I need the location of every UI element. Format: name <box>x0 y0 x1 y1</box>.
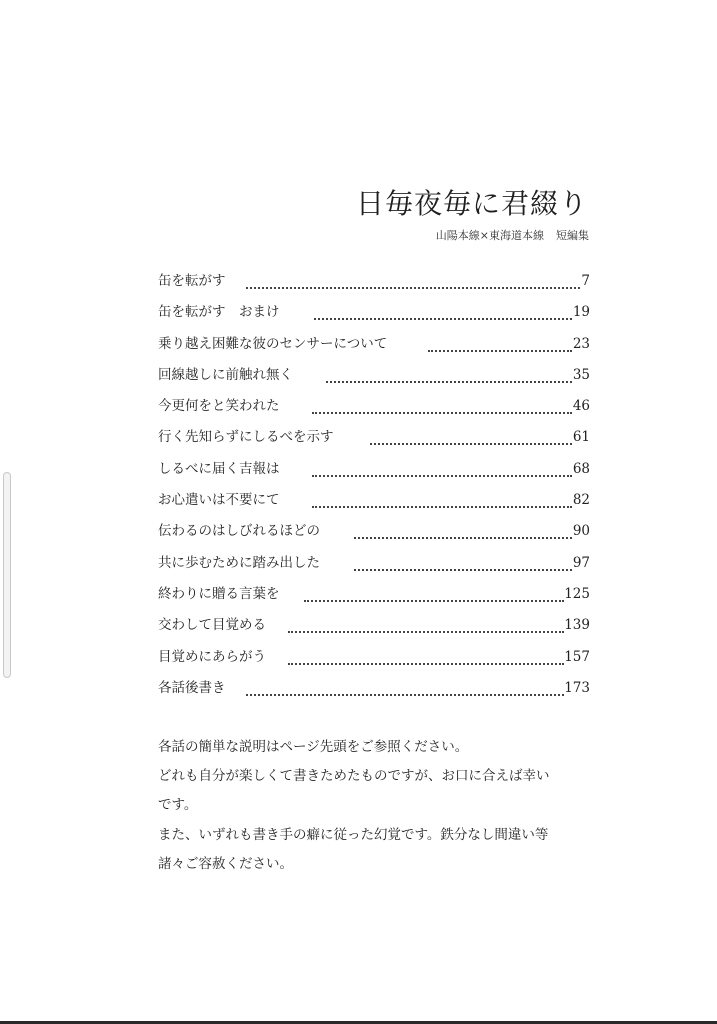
toc-row[interactable] <box>158 579 590 610</box>
toc-page-number: 61 <box>572 429 590 446</box>
toc-entry-title: 回線越しに前触れ無く <box>158 366 293 383</box>
toc-entry-title: 交わして目覚める <box>158 617 266 634</box>
toc-row[interactable] <box>158 610 590 641</box>
toc-page-number: 23 <box>572 335 590 352</box>
toc-page-number: 97 <box>572 554 590 571</box>
toc-page-number: 7 <box>581 273 590 289</box>
notes-line: また、いずれも書き手の癖に従った幻覚です。鉄分なし間違い等 <box>158 826 549 843</box>
subtitle-tail: 短編集 <box>556 229 589 242</box>
toc-leader-dots <box>246 287 580 289</box>
notes-line: です。 <box>158 797 198 814</box>
toc-entry-title: 今更何をと笑われた <box>158 398 280 415</box>
toc-leader-dots <box>312 506 572 508</box>
toc-row[interactable] <box>158 360 590 391</box>
toc-entry-title: 終わりに贈る言葉を <box>158 585 280 602</box>
toc-row[interactable] <box>158 485 590 516</box>
toc-row[interactable] <box>158 516 590 547</box>
toc-leader-dots <box>246 694 564 696</box>
toc-leader-dots <box>304 600 564 602</box>
scrollbar-handle[interactable] <box>3 472 11 678</box>
toc-leader-dots <box>312 412 572 414</box>
toc-page-number: 139 <box>564 617 590 634</box>
toc-page-number: 82 <box>572 492 590 509</box>
toc-row[interactable] <box>158 673 590 704</box>
toc-leader-dots <box>288 631 564 633</box>
toc-leader-dots <box>354 569 572 571</box>
toc-row[interactable] <box>158 266 590 297</box>
toc-row[interactable] <box>158 297 590 328</box>
toc-page-number: 19 <box>572 304 590 321</box>
toc-page-number: 35 <box>572 366 590 383</box>
toc-page-number: 68 <box>572 460 590 477</box>
toc-entry-title: 行く先知らずにしるべを示す <box>158 429 334 446</box>
book-title: 日毎夜毎に君綴り <box>355 187 588 220</box>
toc-entry-title: 乗り越え困難な彼のセンサーについて <box>158 335 388 352</box>
toc-entry-title: お心遣いは不要にて <box>158 492 280 509</box>
foreword-notes <box>158 733 598 879</box>
toc-row[interactable] <box>158 422 590 453</box>
notes-line: 各話の簡単な説明はページ先頭をご参照ください。 <box>158 739 469 755</box>
notes-line: どれも自分が楽しくて書きためたものですが、お口に合えば幸い <box>158 768 550 785</box>
toc-row[interactable] <box>158 391 590 422</box>
toc-page-number: 46 <box>572 398 590 415</box>
toc-leader-dots <box>326 381 572 383</box>
toc-entry-title: 共に歩むために踏み出した <box>158 554 320 571</box>
toc-page-number: 157 <box>564 648 590 665</box>
toc-row[interactable] <box>158 329 590 360</box>
table-of-contents <box>158 266 590 704</box>
toc-entry-title: 目覚めにあらがう <box>158 648 266 665</box>
toc-entry-title: しるべに届く吉報は <box>158 460 280 477</box>
toc-row[interactable] <box>158 454 590 485</box>
toc-page-number: 173 <box>564 679 590 696</box>
toc-row[interactable] <box>158 642 590 673</box>
book-subtitle <box>436 227 589 243</box>
toc-leader-dots <box>312 475 572 477</box>
notes-line: 諸々ご容赦ください。 <box>158 855 293 872</box>
toc-entry-title: 各話後書き <box>158 679 226 696</box>
toc-leader-dots <box>428 350 572 352</box>
toc-page-number: 90 <box>572 523 590 540</box>
toc-entry-title: 缶を転がす おまけ <box>158 304 280 321</box>
toc-leader-dots <box>370 443 572 445</box>
toc-row[interactable] <box>158 548 590 579</box>
toc-page-number: 125 <box>564 585 590 602</box>
toc-entry-title: 缶を転がす <box>158 273 226 289</box>
toc-entry-title: 伝わるのはしびれるほどの <box>158 523 320 540</box>
subtitle-main: 山陽本線×東海道本線 <box>435 229 544 242</box>
toc-leader-dots <box>354 537 572 539</box>
toc-leader-dots <box>314 318 572 320</box>
toc-leader-dots <box>288 663 564 665</box>
